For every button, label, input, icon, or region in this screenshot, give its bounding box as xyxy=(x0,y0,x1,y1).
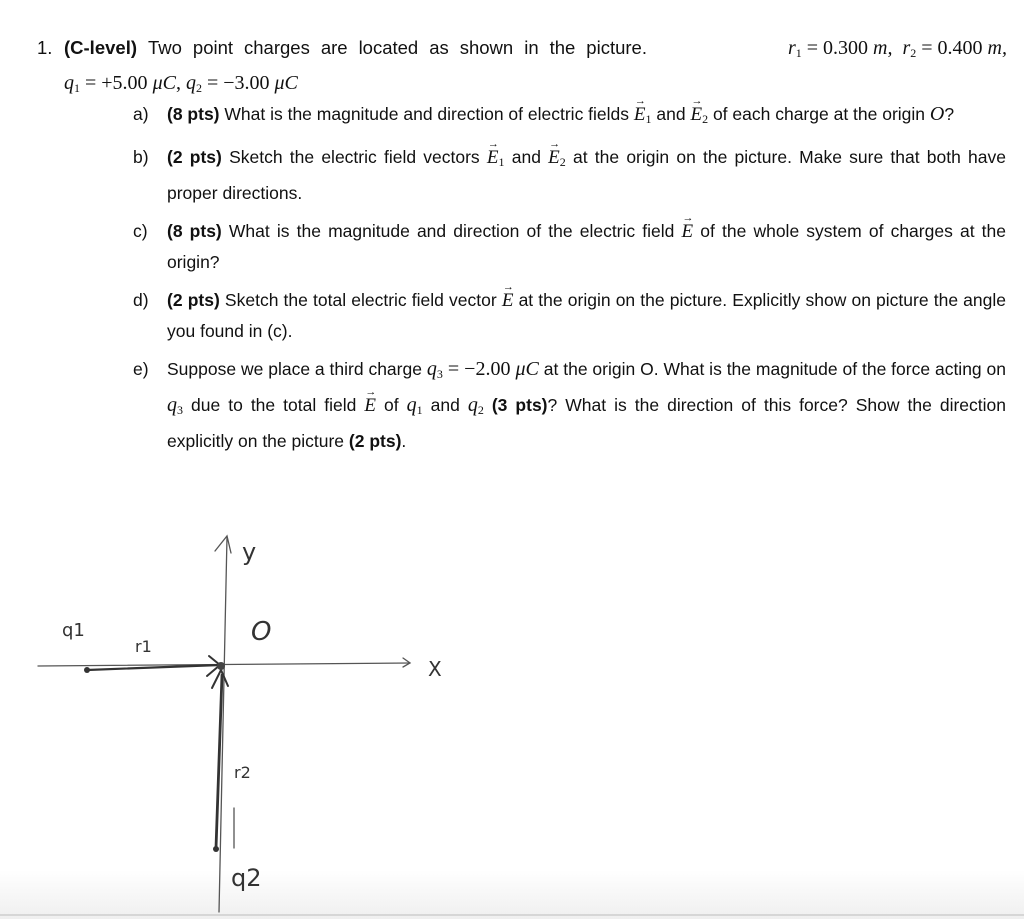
question-header xyxy=(37,36,1012,100)
y-axis-label: y xyxy=(242,538,257,566)
charges-line: $q_1 = +5.00$ μC, $q_2 = -3.00$ μC xyxy=(64,72,298,95)
q1-label: q1 xyxy=(62,620,85,641)
question-line-1 xyxy=(37,36,1007,65)
question-number: 1. xyxy=(37,37,53,58)
part-d: d) (2 pts) Sketch the total electric field vector → E at the origin on the picture. Explicitly show on picture the angle you found in (c). xyxy=(133,285,1006,347)
q2-point xyxy=(213,846,219,852)
y-axis-arrow-icon xyxy=(215,536,231,553)
r1-label: r1 xyxy=(135,637,152,656)
x-axis-label: X xyxy=(428,657,442,681)
part-b: b) (2 pts) Sketch the electric field vectors → $E_1$ and → $E_2$ at the origin on the picture. Make sure that both have proper directions. xyxy=(133,142,1006,209)
q2-label: q2 xyxy=(231,864,262,892)
q1-point xyxy=(84,667,90,673)
part-a: a) (8 pts) What is the magnitude and direction of electric fields → $E_1$ and → $E_2$ of each charge at the origin O? xyxy=(133,99,1006,135)
origin-label: O xyxy=(251,617,272,647)
question-level: (C-level) xyxy=(64,37,137,58)
question-parts xyxy=(133,99,1006,464)
part-e: e) Suppose we place a third charge $q_3 = -2.00$ μC at the origin O. What is the magnitude of the force acting on $q_3$ due to the total field → E of $q_1$ and $q_2$ (3 pts)? What is the direction of this force? Show the direction explicitly on the picture (2 pts). xyxy=(133,354,1006,457)
origin-point xyxy=(217,662,225,670)
r2-arrowhead-icon xyxy=(212,670,228,688)
r2-label: r2 xyxy=(234,763,251,782)
question-intro: 1. (C-level) Two point charges are located as shown in the picture. xyxy=(37,37,647,58)
charge-diagram xyxy=(0,500,1024,919)
r1-value: $r_1 = 0.300$ m, $r_2 = 0.400$ m, xyxy=(787,37,1007,60)
part-c: c) (8 pts) What is the magnitude and direction of the electric field → E of the whole system of charges at the origin? xyxy=(133,216,1006,278)
